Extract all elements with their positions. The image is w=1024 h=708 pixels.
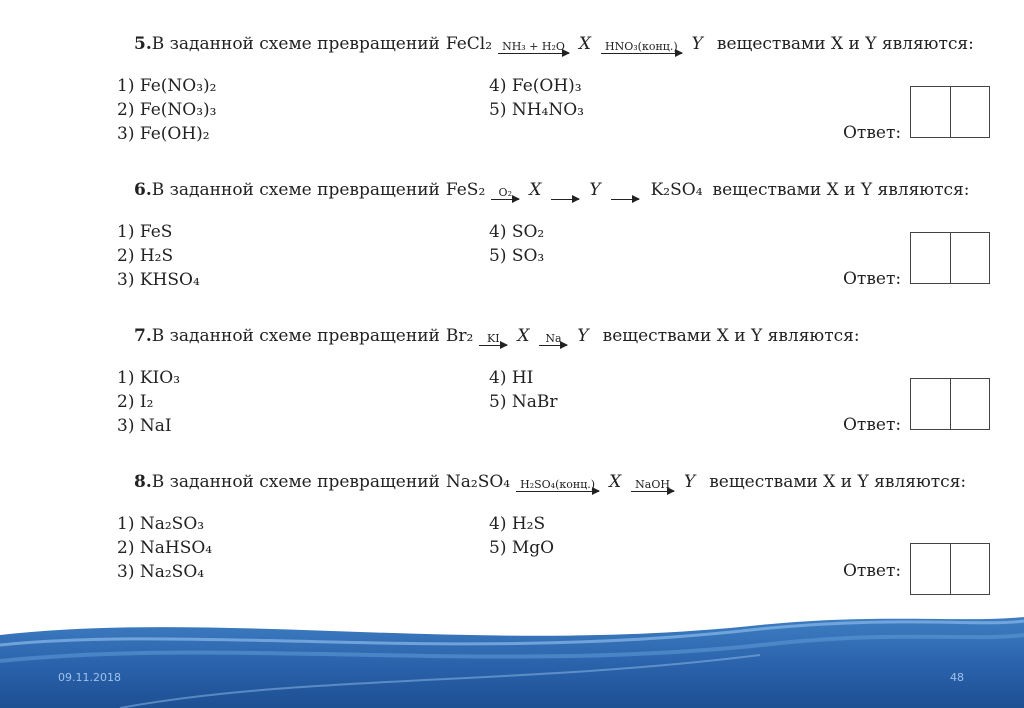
- task-heading: [134, 466, 966, 498]
- option: 3) Na₂SO₄: [117, 562, 205, 582]
- task-heading: [134, 174, 969, 206]
- task-question: веществами X и Y являются:: [716, 34, 974, 54]
- task-7: [0, 320, 1024, 465]
- answer-cell-x[interactable]: [911, 544, 950, 594]
- reaction-arrow: [551, 199, 579, 200]
- task-intro: В заданной схеме превращений: [151, 326, 440, 346]
- reagent-label: H₂SO₄(конц.): [520, 478, 596, 491]
- reaction-arrow: [539, 333, 567, 346]
- task-6: [0, 174, 1024, 319]
- symbol-x: X: [517, 326, 530, 346]
- option: 2) H₂S: [117, 246, 174, 266]
- reagent-label: O₂: [498, 186, 512, 199]
- start-substance: FeS₂: [445, 180, 486, 200]
- symbol-y: Y: [589, 180, 601, 200]
- answer-cell-y[interactable]: [950, 379, 990, 429]
- answer-cell-x[interactable]: [911, 233, 950, 283]
- task-5: [0, 28, 1024, 173]
- answer-cell-y[interactable]: [950, 87, 990, 137]
- answer-label: Ответ:: [843, 269, 902, 289]
- symbol-y: Y: [577, 326, 589, 346]
- options-left: [117, 366, 180, 438]
- answer-box[interactable]: [910, 86, 990, 138]
- answer-label: Ответ:: [843, 415, 902, 435]
- options-right: [489, 366, 557, 414]
- reaction-arrow: [631, 479, 674, 492]
- reaction-arrow: [601, 41, 682, 54]
- option: 5) NH₄NO₃: [489, 100, 584, 120]
- reagent-label: KI: [487, 332, 500, 345]
- task-8: [0, 466, 1024, 611]
- option: 4) HI: [489, 368, 534, 388]
- option: 4) Fe(OH)₃: [489, 76, 582, 96]
- reaction-arrow: [479, 333, 507, 346]
- option: 5) NaBr: [489, 392, 558, 412]
- option: 3) Fe(OH)₂: [117, 124, 210, 144]
- symbol-x: X: [578, 34, 592, 54]
- task-heading: [134, 320, 860, 352]
- symbol-y: Y: [683, 472, 696, 492]
- start-substance: Na₂SO₄: [445, 472, 511, 492]
- reagent-label: NaOH: [635, 478, 670, 491]
- option: 3) NaI: [117, 416, 172, 436]
- option: 2) NaHSO₄: [117, 538, 213, 558]
- option: 4) H₂S: [489, 514, 546, 534]
- option: 1) FeS: [117, 222, 173, 242]
- options-left: [117, 220, 200, 292]
- footer-page-number: 48: [950, 671, 964, 684]
- option: 1) Na₂SO₃: [117, 514, 205, 534]
- answer-cell-y[interactable]: [950, 233, 990, 283]
- start-substance: FeCl₂: [445, 34, 493, 54]
- option: 1) KIO₃: [117, 368, 181, 388]
- answer-label: Ответ:: [843, 561, 902, 581]
- answer-cell-x[interactable]: [911, 379, 950, 429]
- options-right: [489, 74, 584, 122]
- options-right: [489, 220, 544, 268]
- reagent-label: HNO₃(конц.): [605, 40, 678, 53]
- option: 2) Fe(NO₃)₃: [117, 100, 217, 120]
- footer-date: 09.11.2018: [58, 671, 121, 684]
- task-intro: В заданной схеме превращений: [151, 34, 440, 54]
- reaction-arrow: [611, 199, 639, 200]
- answer-box[interactable]: [910, 232, 990, 284]
- task-question: веществами X и Y являются:: [712, 180, 970, 200]
- task-number: 6.: [134, 180, 152, 200]
- option: 3) KHSO₄: [117, 270, 200, 290]
- task-number: 5.: [134, 34, 152, 54]
- wave-decoration: [0, 615, 1024, 708]
- option: 4) SO₂: [489, 222, 545, 242]
- task-intro: В заданной схеме превращений: [151, 472, 440, 492]
- task-number: 7.: [134, 326, 152, 346]
- reagent-label: NH₃ + H₂O: [502, 40, 565, 53]
- answer-cell-y[interactable]: [950, 544, 990, 594]
- end-substance: K₂SO₄: [650, 180, 703, 200]
- symbol-x: X: [609, 472, 622, 492]
- options-left: [117, 74, 217, 146]
- task-question: веществами X и Y являются:: [709, 472, 967, 492]
- answer-box[interactable]: [910, 378, 990, 430]
- reaction-arrow: [498, 41, 569, 54]
- task-number: 8.: [134, 472, 152, 492]
- task-question: веществами X и Y являются:: [602, 326, 860, 346]
- options-right: [489, 512, 554, 560]
- answer-box[interactable]: [910, 543, 990, 595]
- option: 1) Fe(NO₃)₂: [117, 76, 217, 96]
- option: 5) MgO: [489, 538, 555, 558]
- option: 5) SO₃: [489, 246, 545, 266]
- option: 2) I₂: [117, 392, 154, 412]
- symbol-y: Y: [691, 34, 703, 54]
- answer-label: Ответ:: [843, 123, 902, 143]
- task-heading: [134, 28, 974, 60]
- symbol-x: X: [529, 180, 542, 200]
- task-intro: В заданной схеме превращений: [151, 180, 440, 200]
- answer-cell-x[interactable]: [911, 87, 950, 137]
- start-substance: Br₂: [445, 326, 474, 346]
- reaction-arrow: [516, 479, 599, 492]
- options-left: [117, 512, 212, 584]
- reagent-label: Na: [545, 332, 562, 345]
- slide-footer: [0, 615, 1024, 708]
- reaction-arrow: [491, 187, 519, 200]
